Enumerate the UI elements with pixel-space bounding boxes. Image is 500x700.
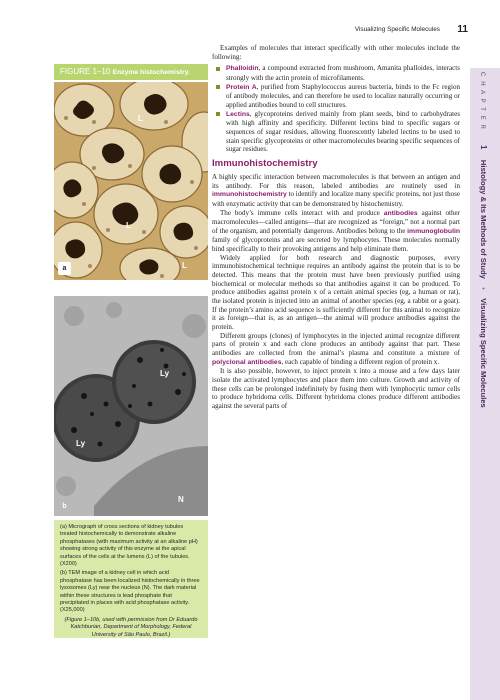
micrograph-panel-a bbox=[54, 82, 208, 280]
chapter-tab-text bbox=[476, 72, 494, 408]
chapter-title: Histology & Its Methods of Study bbox=[479, 159, 488, 279]
kidney-tubules-micrograph bbox=[54, 82, 208, 280]
tab-separator: • bbox=[479, 287, 486, 290]
running-head bbox=[0, 24, 468, 36]
chapter-number: 1 bbox=[479, 144, 488, 150]
lumen-label-3: L bbox=[182, 261, 187, 270]
tem-lysosome-image bbox=[54, 296, 208, 516]
section-title: Visualizing Specific Molecules bbox=[479, 298, 488, 408]
section-heading: Immunohistochemistry bbox=[212, 157, 318, 169]
p1-text-b: to identify and localize many specific proteins, not just those with enzymatic activity that can be demonstrated by histochemistry. bbox=[212, 190, 460, 208]
paragraph-2 bbox=[212, 209, 460, 254]
lumen-label-2: L bbox=[126, 221, 131, 230]
term-phalloidin: Phalloidin bbox=[226, 65, 259, 73]
running-title: Visualizing Specific Molecules bbox=[354, 26, 440, 33]
intro-paragraph: Examples of molecules that interact specifically with other molecules include the following: bbox=[212, 44, 460, 61]
term-immunohistochemistry: immunohistochemistry bbox=[212, 191, 287, 199]
paragraph-5: It is also possible, however, to inject protein x into a mouse and a few days later isolate the activated lymphocytes and place them into culture. Growth and activity of these cells can be prolonged indefinitely by fusing them with lymphocytic tumor cells to produce hybridoma cells. Different hybridoma clones produce different antibodies against the several parts of bbox=[212, 367, 460, 410]
p2-text-a: The body’s immune cells interact with and produce bbox=[220, 208, 384, 217]
main-text-column bbox=[212, 44, 460, 411]
bullet-lectins bbox=[226, 110, 460, 154]
panel-a-label: a bbox=[58, 262, 71, 275]
nucleus-label: N bbox=[178, 495, 184, 504]
micrograph-panel-b bbox=[54, 296, 208, 516]
term-protein-a: Protein A bbox=[226, 83, 257, 91]
p2-text-c: family of glycoproteins and are secreted by lymphocytes. These molecules normally bind specifically to their provoking antigens and help eliminate them. bbox=[212, 236, 460, 254]
caption-a: (a) Micrograph of cross sections of kidney tubules treated histochemically to demonstrate alkaline phosphatases (with maximum activity at an alkaline pH) showing strong activity of this enzyme at the apical surfaces of the cells at the lumens (L) of the tubules. (X200) bbox=[60, 524, 198, 568]
term-polyclonal-antibodies: polyclonal antibodies bbox=[212, 358, 282, 366]
chapter-word: C H A P T E R bbox=[479, 72, 485, 131]
caption-b: (b) TEM image of a kidney cell in which acid phosphatase has been localized histochemically in three lysosomes (Ly) near the nucleus (N). The dark material within these structures is lead phosphate that precipitated in places with acid phosphatase activity. (X25,000) bbox=[60, 570, 200, 614]
lumen-label-1: L bbox=[138, 114, 143, 123]
figure-caption bbox=[54, 520, 208, 638]
figure-number: FIGURE 1–10 bbox=[60, 67, 111, 76]
term-immunoglobulin: immunoglobulin bbox=[407, 227, 460, 235]
paragraph-4 bbox=[212, 332, 460, 368]
bullet-phalloidin bbox=[226, 64, 460, 82]
panel-b-label: b bbox=[62, 503, 67, 510]
paragraph-3: Widely applied for both research and diagnostic purposes, every immunohistochemical technique requires an antibody against the protein that is to be detected. This means that the protein must have been previously purified using biochemical or molecular methods so that antibodies against it can be produced. To produce antibodies against protein x of a certain animal species (eg, a human or rat), the isolated protein is injected into an animal of another species (eg, a rabbit or a goat). If the protein’s amino acid sequence is sufficiently different for this animal to recognize it as foreign—that is, as an antigen—the animal will produce antibodies against the protein. bbox=[212, 253, 460, 332]
bullet-text-protein-a: , purified from Staphylococcus aureus bacteria, binds to the Fc region of antibody molecules, and can therefore be used to localize naturally occurring or applied antibodies bound to cell structures. bbox=[226, 82, 460, 109]
p4-text-b: , each capable of binding a different region of protein x. bbox=[281, 357, 440, 366]
figure-subtitle: Enzyme histochemistry. bbox=[112, 69, 190, 76]
p1-text-a: A highly specific interaction between macromolecules is that between an antigen and its antibody. For this reason, labeled antibodies are routinely used in bbox=[212, 172, 460, 190]
term-lectins: Lectins bbox=[226, 110, 250, 118]
bullet-text-lectins: , glycoproteins derived mainly from plant seeds, bind to carbohydrates with high affinity and specificity. Different lectins bind to specific sugars or sequences of sugar residues, allowing fluorescently labeled lectins to be used to stain specific glycoproteins or other macromolecules bearing specific sequences of sugar residues. bbox=[226, 109, 460, 154]
bullet-text-phalloidin: , a compound extracted from mushroom, Amanita phalloides, interacts strongly with the actin protein of microfilaments. bbox=[226, 64, 460, 82]
bullet-protein-a bbox=[226, 83, 460, 110]
lysosome-label-1: Ly bbox=[160, 369, 170, 378]
lysosome-label-2: Ly bbox=[76, 439, 86, 448]
chapter-side-tab bbox=[470, 68, 500, 700]
figure-title-bar bbox=[54, 64, 208, 80]
bullet-list bbox=[212, 64, 460, 154]
term-antibodies: antibodies bbox=[383, 209, 418, 217]
figure-credit: (Figure 1–10b, used with permission from Dr Eduardo Katchburian, Department of Morphology, Federal University of São Paulo, Brazil.) bbox=[64, 616, 198, 638]
page-number: 11 bbox=[457, 24, 468, 35]
p4-text-a: Different groups (clones) of lymphocytes in the injected animal recognize different parts of protein x and each clone produces an antibody against that part. These antibodies are collected from the animal’s plasma and constitute a mixture of bbox=[212, 331, 460, 357]
p2-text-b: against other macromolecules—called antigens—that are recognized as “foreign,” not a normal part of the organism, and potentially dangerous. Antibodies belong to the bbox=[212, 208, 460, 235]
paragraph-1 bbox=[212, 173, 460, 209]
